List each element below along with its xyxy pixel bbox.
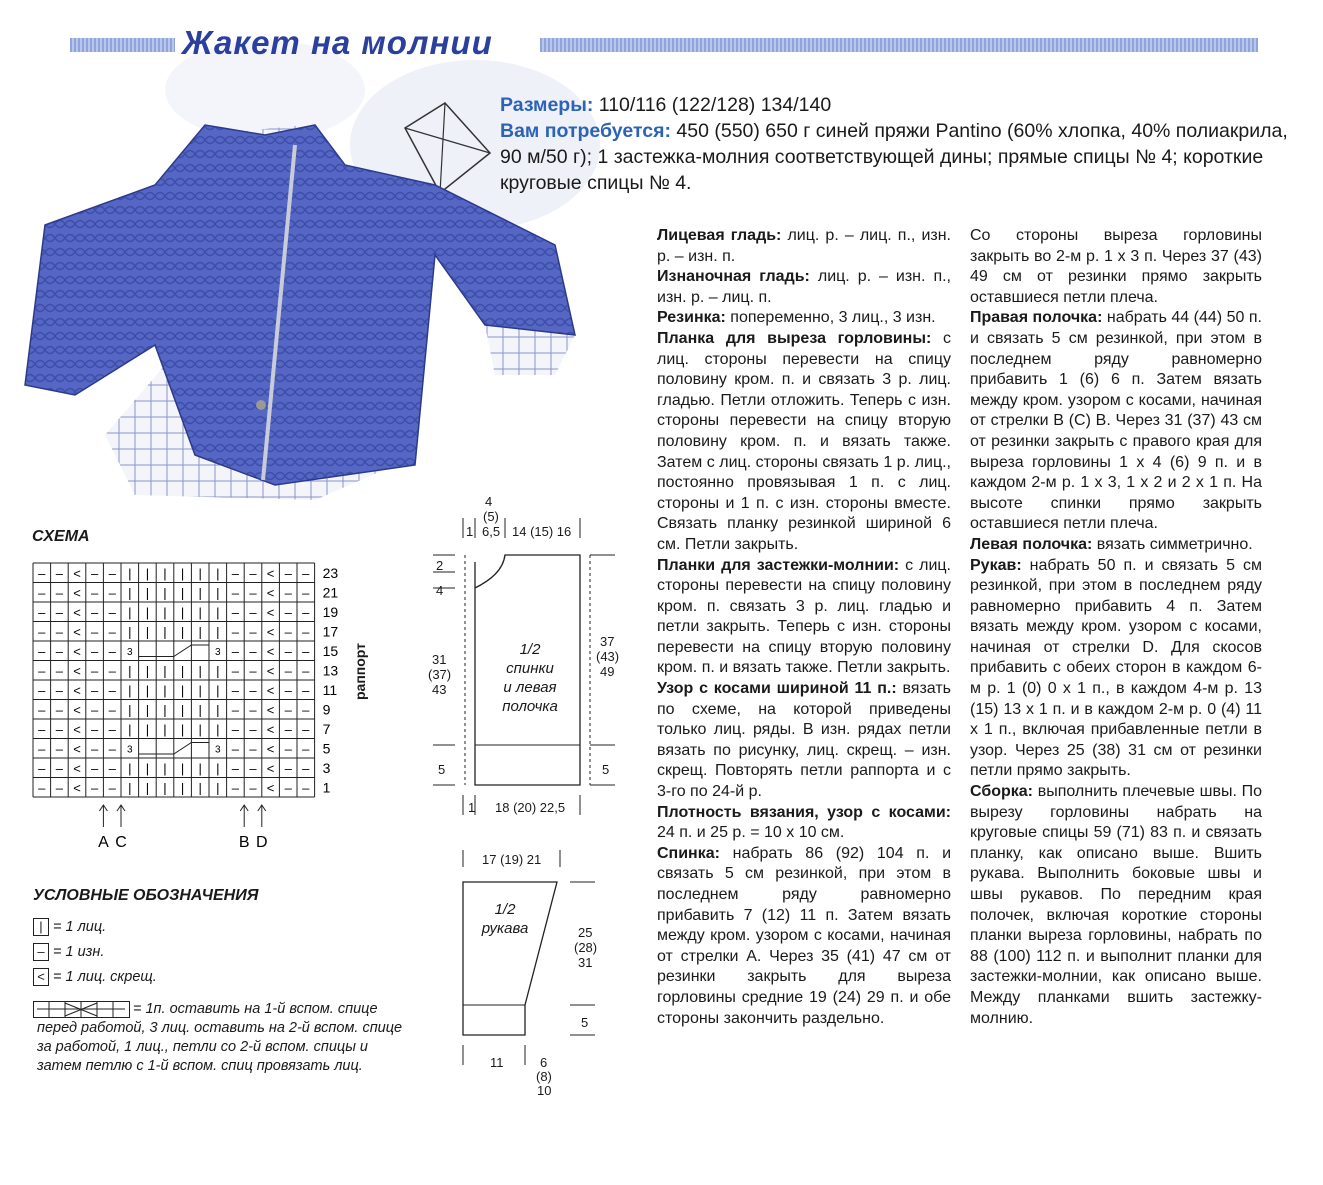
instructions-column-2 [970,226,1262,1029]
chart-cell: < [266,585,275,601]
chart-cell: – [231,702,240,718]
chart-cell: – [38,682,46,698]
chart-cell: | [128,604,132,620]
chart-cell: – [249,780,257,796]
dim-label: 10 [537,1083,552,1098]
chart-cell: – [249,604,257,620]
chart-cell: | [198,760,202,776]
dim-label: (5) [483,509,499,524]
chart-cell: | [163,663,167,679]
chart-cell: – [90,682,99,698]
chart-cell: – [108,663,116,679]
cable-mark: 3 [215,744,221,756]
chart-cell: | [216,760,220,776]
chart-cell: – [284,682,292,698]
dim-label: (37) [428,667,452,682]
chart-cell: | [180,702,185,718]
cross-symbol: < [33,968,49,986]
chart-cell: | [145,624,150,640]
paragraph: Спинка: набрать 86 (92) 104 п. и связать 5 см резинкой, при этом в последнем ряду равномерно прибавить 7 (12) 11 п. Затем вязать между кром. узором с косами, начиная от стрелки А. Через 35 (41) 47 см от резинки закрыть для выреза горловины средние 19 (24) 29 п. и обе стороны закончить раздельно. [657,844,951,1027]
chart-cell: – [108,702,116,718]
chart-cell: – [38,663,46,679]
arrow-label: A [98,834,109,851]
dim-label: (43) [596,649,620,664]
chart-cell: | [163,682,167,698]
chart-cell: – [231,682,240,698]
chart-cell: – [231,741,240,757]
chart-cell: – [284,760,292,776]
dim-label: (28) [574,940,598,955]
dim-label: 5 [581,1015,589,1030]
cable-mark: 3 [127,744,133,756]
chart-cell: | [198,624,202,640]
chart-row-number: 17 [322,623,339,640]
chart-cell: | [180,624,185,640]
chart-cell: – [55,702,64,718]
paragraph: Левая полочка: вязать симметрично. [970,535,1253,553]
arrow-label: C [115,834,127,851]
chart-cell: | [128,682,132,698]
chart-cell: | [216,682,220,698]
chart-cell: – [302,741,310,757]
chart-cell: | [180,780,185,796]
chart-cell: < [73,565,81,581]
chart-cell: – [249,585,257,601]
chart-cell: < [73,643,81,659]
chart-cell: < [266,702,275,718]
chart-cell: | [163,565,167,581]
dim-label: 14 (15) 16 [512,524,572,539]
legend-item: | = 1 лиц. [33,918,106,936]
chart-cell: | [163,702,167,718]
chart-cell: – [55,565,64,581]
chart-cell: | [198,780,202,796]
dim-label: 18 (20) 22,5 [495,800,566,815]
chart-cell: | [198,565,202,581]
chart-cell: < [73,741,81,757]
chart-cell: | [145,760,150,776]
chart-cell: | [163,585,167,601]
chart-cell: | [145,604,150,620]
chart-cell: – [55,721,64,737]
dim-label: 37 [600,634,615,649]
chart-cell: – [38,721,46,737]
chart-cell: < [266,565,275,581]
chart-cell: – [231,721,240,737]
chart-cell: – [302,760,310,776]
chart-cell: – [284,585,292,601]
chart-cell: – [302,721,310,737]
chart-cell: – [302,565,310,581]
chart-cell: < [266,760,275,776]
chart-cell: – [55,760,64,776]
chart-cell: – [284,663,292,679]
knitting-chart [30,560,350,860]
chart-cell: – [108,643,116,659]
chart-cell: – [108,585,116,601]
knit-symbol: | [33,918,49,936]
chart-cell: – [249,643,257,659]
chart-cell: – [302,624,310,640]
chart-cell: < [266,682,275,698]
chart-cell: < [73,702,81,718]
chart-cell: – [90,565,99,581]
chart-cell: – [108,682,116,698]
chart-cell: – [108,741,116,757]
materials-value: 450 (550) 650 г синей пряжи Pantino (60% хлопка, 40% полиакрила, 90 м/50 г); 1 застежка-молния соответствующей дины; прямые спицы № 4; короткие круговые спицы № 4. [500,120,1288,194]
chart-cell: – [284,604,292,620]
chart-cell: | [198,585,202,601]
chart-cell: – [90,585,99,601]
chart-cell: | [198,663,202,679]
paragraph: Сборка: выполнить плечевые швы. По вырезу горловины набрать на круговые спицы 59 (71) 83 п. и связать планку, как описано выше. Вшить рукава. Выполнить боковые швы и швы рукавов. По передним края полочек, включая короткие стороны планки выреза горловины, набрать по 88 (100) 112 п. и выполнит планки для застежки-молнии, как описано выше. Между планками вшить застежку-молнию. [970,783,1262,1027]
chart-cell: | [198,721,202,737]
chart-cell: – [302,585,310,601]
chart-cell: – [231,565,240,581]
instructions-column-1 [657,226,951,1029]
chart-cell: – [284,643,292,659]
chart-cell: – [90,721,99,737]
legend-item: – = 1 изн. [33,943,104,961]
chart-cell: < [73,780,81,796]
paragraph: Плотность вязания, узор с косами: 24 п. и 25 р. = 10 х 10 см. [657,803,951,842]
chart-cell: | [216,624,220,640]
chart-cell: < [73,760,81,776]
chart-cell: – [38,702,46,718]
chart-cell: – [302,780,310,796]
chart-cell: | [145,585,150,601]
paragraph: Правая полочка: набрать 44 (44) 50 п. и связать 5 см резинкой, при этом в последнем ряду равномерно прибавить 1 (6) 6 п. Затем вязать между кром. узором с косами, начиная от стрелки В (С) В. Через 31 (37) 43 см от резинки закрыть с правого края для выреза горловины 1 х 4 (6) 9 п. и в каждом 2-м р. 1 х 3, 1 х 2 и 2 х 1 п. На высоте спинки прямо закрыть оставшиеся петли плеча. [970,309,1262,533]
paragraph: Со стороны выреза горловины закрыть во 2-м р. 1 х 3 п. Через 37 (43) 49 см от резинки прямо закрыть оставшиеся петли плеча. [970,227,1262,306]
chart-cell: | [128,702,132,718]
chart-row-number: 9 [322,701,331,718]
paragraph: Рукав: набрать 50 п. и связать 5 см резинкой, при этом в последнем ряду равномерно прибавить 4 п. Затем вязать между кром. узором с косами, начиная от стрелки D. Для скосов прибавить с обеих сторон в каждом 6-м р. 1 (0) 0 х 1 п., в каждом 4-м р. 13 (15) 13 х 1 п. и в каждом 2-м р. 0 (4) 11 х 1 п., включая прибавленные петли в узор. Через 25 (38) 31 см от резинки петли прямо закрыть. [970,556,1262,780]
dim-label: 31 [578,955,593,970]
chart-cell: – [108,565,116,581]
chart-row-number: 11 [322,681,338,698]
dim-label: 1 [468,800,476,815]
chart-cell: – [284,741,292,757]
chart-cell: – [249,741,257,757]
cable-mark: 3 [215,646,221,658]
chart-cell: – [55,643,64,659]
chart-cell: | [145,702,150,718]
chart-cell: – [249,760,257,776]
chart-cell: | [180,585,185,601]
chart-cell: – [302,663,310,679]
paragraph: Планка для выреза горловины: с лиц. стороны перевести на спицу половину кром. п. и связать 3 р. лиц. гладью. Петли отложить. Теперь с изн. стороны перевести на спицу вторую половину кром. п. и вязать также. Затем с лиц. стороны связать 1 р. лиц., постоянно провязывая 1 п. с лиц. стороны и 1 п. с изн. стороны вместе. Связать планку резинкой шириной 6 см. Петли закрыть. [657,329,951,553]
chart-cell: < [73,721,81,737]
chart-cell: | [180,565,185,581]
dim-label: 1 [466,524,474,539]
chart-cell: | [145,780,150,796]
chart-cell: | [128,780,132,796]
sizes-value: 110/116 (122/128) 134/140 [593,94,832,116]
sleeve-diagram-label: 1/2 рукава [481,901,529,937]
chart-cell: – [249,663,257,679]
dim-label: (8) [536,1069,552,1084]
chart-cell: – [231,604,240,620]
chart-cell: – [302,604,310,620]
chart-cell: | [216,780,220,796]
chart-cell: | [128,760,132,776]
dim-label: 49 [600,664,615,679]
chart-cell: – [284,565,292,581]
chart-cell: – [249,624,257,640]
title-decor-bar [540,38,1258,52]
dim-label: 5 [438,762,446,777]
chart-cell: | [163,624,167,640]
chart-row-number: 7 [322,720,331,737]
chart-cell: – [108,624,116,640]
chart-title: СХЕМА [32,528,90,545]
chart-cell: < [266,780,275,796]
dim-label: 4 [485,494,493,509]
chart-cell: – [90,780,99,796]
chart-cell: – [90,760,99,776]
chart-cell: | [216,565,220,581]
chart-cell: – [231,780,240,796]
chart-cell: < [73,604,81,620]
chart-cell: – [38,760,46,776]
chart-cell: < [73,585,81,601]
chart-cell: – [231,760,240,776]
dim-label: 2 [436,558,444,573]
chart-cell: | [145,721,150,737]
chart-cell: – [55,585,64,601]
paragraph: Резинка: попеременно, 3 лиц., 3 изн. [657,309,936,327]
chart-cell: – [38,643,46,659]
page-title: Жакет на молнии [182,24,493,61]
chart-cell: | [180,682,185,698]
dim-label: 11 [490,1055,504,1070]
dim-label: 5 [602,762,610,777]
chart-cell: | [198,604,202,620]
chart-cell: – [231,663,240,679]
chart-cell: – [38,624,46,640]
chart-cell: | [128,624,132,640]
dim-label: 4 [436,583,444,598]
dim-label: 31 [432,652,447,667]
chart-cell: | [145,663,150,679]
chart-cell: | [163,721,167,737]
chart-cell: – [284,721,292,737]
arrow-label: D [256,834,268,851]
dim-label: 6 [540,1055,548,1070]
chart-cell: – [284,702,292,718]
chart-cell: – [90,702,99,718]
chart-row-number: 19 [322,603,339,620]
chart-row-number: 15 [322,642,339,659]
chart-cell: | [163,604,167,620]
chart-cell: – [55,682,64,698]
chart-cell: | [180,721,185,737]
chart-cell: – [249,682,257,698]
chart-cell: – [284,624,292,640]
chart-cell: < [266,721,275,737]
chart-cell: | [163,780,167,796]
chart-cell: – [249,702,257,718]
chart-cell: < [266,624,275,640]
chart-cell: – [108,760,116,776]
chart-cell: | [128,663,132,679]
chart-cell: – [38,585,46,601]
chart-cell: – [108,721,116,737]
chart-row-number: 1 [322,779,331,796]
chart-row-number: 3 [322,759,331,776]
chart-cell: < [266,643,275,659]
chart-row-number: 21 [322,584,339,601]
chart-cell: – [108,780,116,796]
chart-cell: – [231,624,240,640]
chart-cell: < [73,624,81,640]
chart-cell: – [90,741,99,757]
chart-cell: | [180,663,185,679]
chart-cell: | [145,682,150,698]
chart-cell: – [302,643,310,659]
rapport-label: раппорт [352,642,368,700]
chart-cell: | [128,565,132,581]
chart-cell: – [55,604,64,620]
chart-cell: | [216,585,220,601]
chart-cell: | [198,682,202,698]
cable-legend-text: = 1п. оставить на 1-й вспом. спице перед работой, 3 лиц. оставить на 2-й вспом. спице за работой, 1 лиц., петли со 2-й вспом. спицы и затем петлю с 1-й вспом. спиц провязать лиц. [37,1001,403,1074]
chart-cell: < [73,663,81,679]
dim-label: 43 [432,682,447,697]
dim-label: 25 [578,925,593,940]
dim-label: 17 (19) 21 [482,852,542,867]
chart-cell: – [55,741,64,757]
chart-cell: | [180,760,185,776]
chart-cell: | [163,760,167,776]
chart-cell: – [38,780,46,796]
chart-cell: – [284,780,292,796]
chart-cell: – [231,643,240,659]
chart-cell: | [198,702,202,718]
chart-cell: – [55,624,64,640]
dim-label: 6,5 [482,524,501,539]
chart-cell: | [128,721,132,737]
sizes-label: Размеры: [500,94,594,116]
chart-cell: – [55,780,64,796]
chart-cell: – [90,663,99,679]
chart-cell: | [216,663,220,679]
chart-cell: – [231,585,240,601]
paragraph: Планки для застежки-молнии: с лиц. стороны перевести на спицу половину кром. п. связать 3 р. лиц. гладью и петли закрыть. Теперь с изн. стороны перевести на спицу вторую половину кром. п. и вязать также. Петли закрыть. [657,556,951,677]
chart-cell: – [302,702,310,718]
chart-cell: – [302,682,310,698]
chart-cell: – [90,624,99,640]
paragraph: Изнаночная гладь: лиц. р. – изн. п., изн. р. – лиц. п. [657,268,951,306]
chart-cell: < [266,741,275,757]
chart-cell: – [38,604,46,620]
materials-block [500,92,1300,196]
chart-cell: – [108,604,116,620]
chart-cell: – [249,565,257,581]
chart-cell: < [266,663,275,679]
chart-cell: | [216,702,220,718]
chart-cell: – [90,643,99,659]
chart-cell: | [145,565,150,581]
paragraph: Лицевая гладь: лиц. р. – лиц. п., изн. р. – изн. п. [657,227,951,265]
chart-cell: | [216,604,220,620]
chart-cell: – [38,565,46,581]
title-decor-bar [70,38,175,52]
chart-cell: < [266,604,275,620]
chart-cell: – [55,663,64,679]
chart-row-number: 5 [322,740,331,757]
legend-item: < = 1 лиц. скрещ. [33,968,157,986]
arrow-label: B [238,834,250,851]
chart-cell: – [249,721,257,737]
chart-cell: | [180,604,185,620]
chart-row-number: 13 [322,662,339,679]
paragraph: Узор с косами шириной 11 п.: вязать по схеме, на которой приведены только лиц. ряды. В изн. рядах петли вязать по рисунку, лиц. скрещ. – изн. скрещ. Повторять петли раппорта и с 3-го по 24-й р. [657,680,951,801]
chart-cell: | [216,721,220,737]
purl-symbol: – [33,943,49,961]
legend-title: УСЛОВНЫЕ ОБОЗНАЧЕНИЯ [33,887,259,904]
chart-cell: – [38,741,46,757]
chart-row-number: 23 [322,564,339,581]
cable-mark: 3 [127,646,133,658]
chart-cell: – [90,604,99,620]
materials-label: Вам потребуется: [500,120,671,142]
chart-cell: < [73,682,81,698]
chart-cell: | [128,585,132,601]
body-diagram-label: 1/2 спинки и левая полочка [502,641,558,715]
